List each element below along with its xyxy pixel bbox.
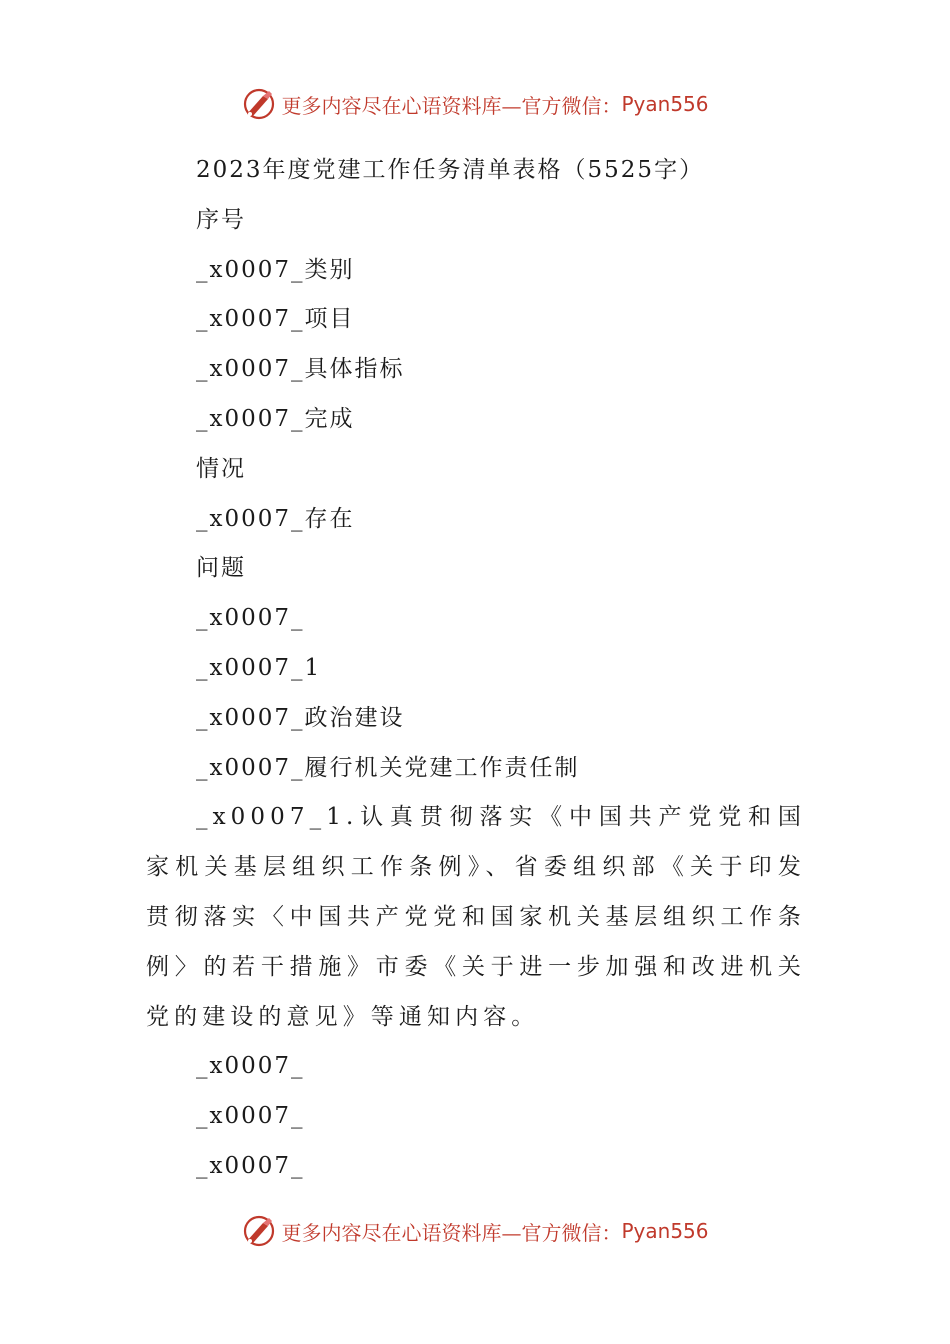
text-line: 情况 [196, 455, 246, 482]
text-line: 问题 [196, 555, 246, 582]
text-line: _x0007_ [196, 1152, 305, 1179]
banner-text: 更多内容尽在心语资料库—官方微信： [281, 93, 622, 118]
body-paragraph: _x0007_1.认真贯彻落实《中国共产党党和国家机关基层组织工作条例》、省委组织部《关于印发贯彻落实〈中国共产党党和国家机关基层组织工作条例〉的若干措施》市委《关于进一步加强和改进机关党的建设的意见》等通知内容。 [146, 804, 806, 1030]
pen-circle-logo-icon [241, 86, 277, 122]
document-title: 2023年度党建工作任务清单表格（5525字） [196, 157, 705, 183]
text-line: _x0007_ [196, 605, 305, 632]
text-line: _x0007_ [196, 1103, 305, 1130]
footer-watermark-banner [0, 1211, 950, 1251]
header-watermark-banner [0, 84, 950, 124]
pen-circle-logo-icon [241, 1213, 277, 1249]
banner-wechat-id: Pyan556 [621, 92, 709, 116]
text-line: 序号 [196, 206, 246, 233]
banner-text: 更多内容尽在心语资料库—官方微信： [281, 1220, 622, 1245]
text-line: _x0007_存在 [196, 505, 355, 532]
document-body [146, 146, 806, 1192]
text-line: _x0007_完成 [196, 405, 355, 432]
text-line: _x0007_履行机关党建工作责任制 [196, 754, 580, 781]
text-line: _x0007_ [196, 1053, 305, 1080]
text-line: _x0007_项目 [196, 306, 355, 333]
text-line: _x0007_1 [196, 654, 322, 681]
text-line: _x0007_类别 [196, 256, 355, 283]
text-line: _x0007_政治建设 [196, 704, 405, 731]
banner-wechat-id: Pyan556 [621, 1219, 709, 1243]
text-line: _x0007_具体指标 [196, 356, 405, 383]
